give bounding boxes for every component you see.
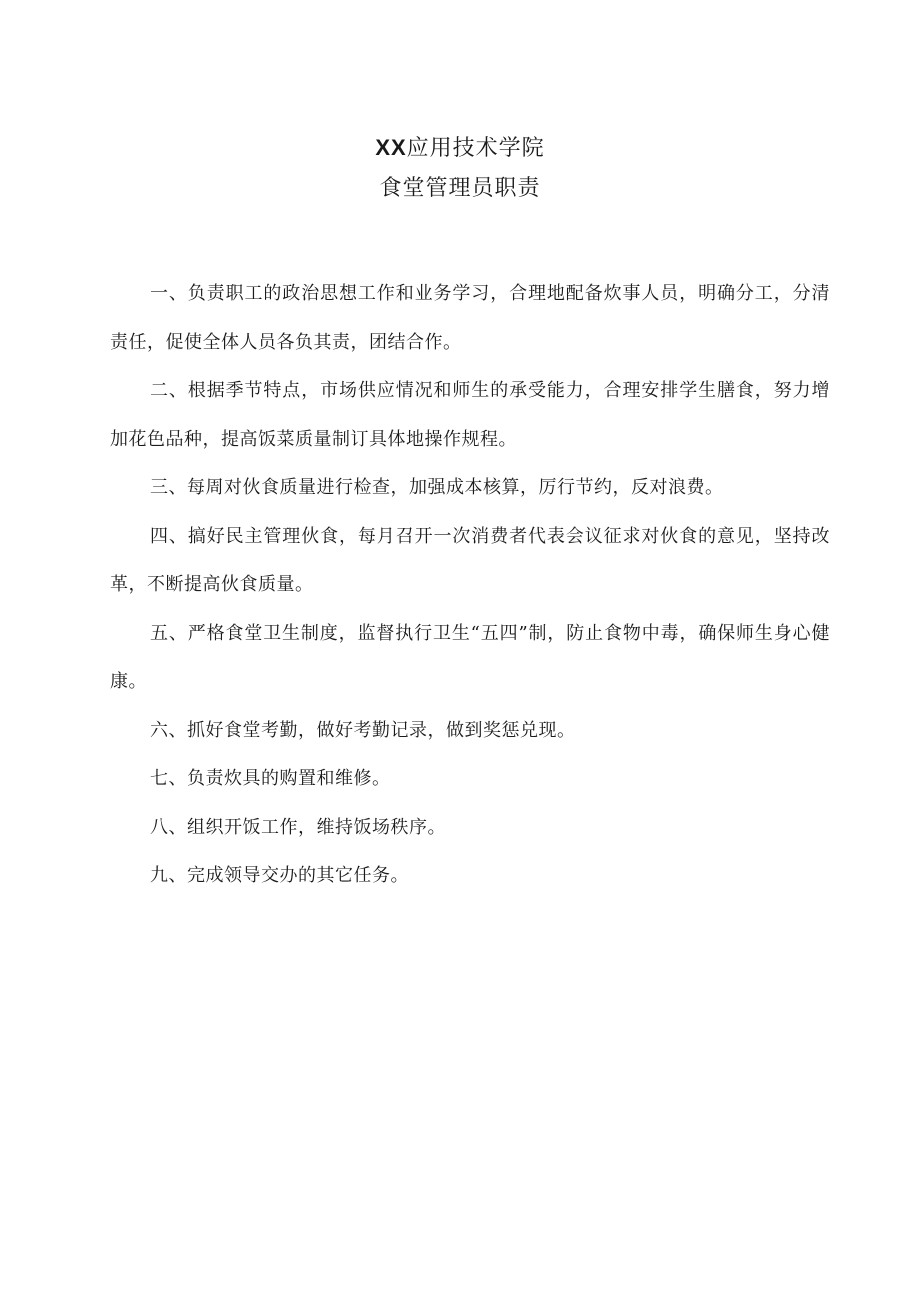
duty-paragraph-9: 九、完成领导交办的其它任务。 bbox=[150, 865, 409, 886]
title-prefix: XX bbox=[375, 135, 407, 160]
duty-paragraph-6: 六、抓好食堂考勤，做好考勤记录，做到奖惩兑现。 bbox=[150, 719, 576, 741]
duty-paragraph-5: 五、严格食堂卫生制度，监督执行卫生“五四”制，防止食物中毒，确保师生身心健康。 bbox=[110, 622, 830, 692]
duty-paragraph-2: 二、根据季节特点，市场供应情况和师生的承受能力，合理安排学生膳食，努力增加花色品种，提高饭菜质量制订具体地操作规程。 bbox=[110, 380, 830, 450]
duty-paragraph-3: 三、每周对伙食质量进行检查，加强成本核算，厉行节约，反对浪费。 bbox=[150, 477, 724, 498]
duty-paragraph-1: 一、负责职工的政治思想工作和业务学习，合理地配备炊事人员，明确分工，分清责任，促使全体人员各负其责，团结合作。 bbox=[110, 283, 830, 353]
title-block bbox=[0, 128, 920, 209]
duty-paragraph-7: 七、负责炊具的购置和维修。 bbox=[150, 768, 391, 789]
title-rest: 应用技术学院 bbox=[406, 136, 545, 161]
duties-list bbox=[110, 270, 830, 901]
document-title bbox=[0, 128, 920, 169]
document-subtitle: 食堂管理员职责 bbox=[379, 176, 541, 201]
duty-paragraph-4: 四、搞好民主管理伙食，每月召开一次消费者代表会议征求对伙食的意见，坚持改革，不断提高伙食质量。 bbox=[110, 525, 830, 595]
duty-paragraph-8: 八、组织开饭工作，维持饭场秩序。 bbox=[150, 816, 446, 838]
